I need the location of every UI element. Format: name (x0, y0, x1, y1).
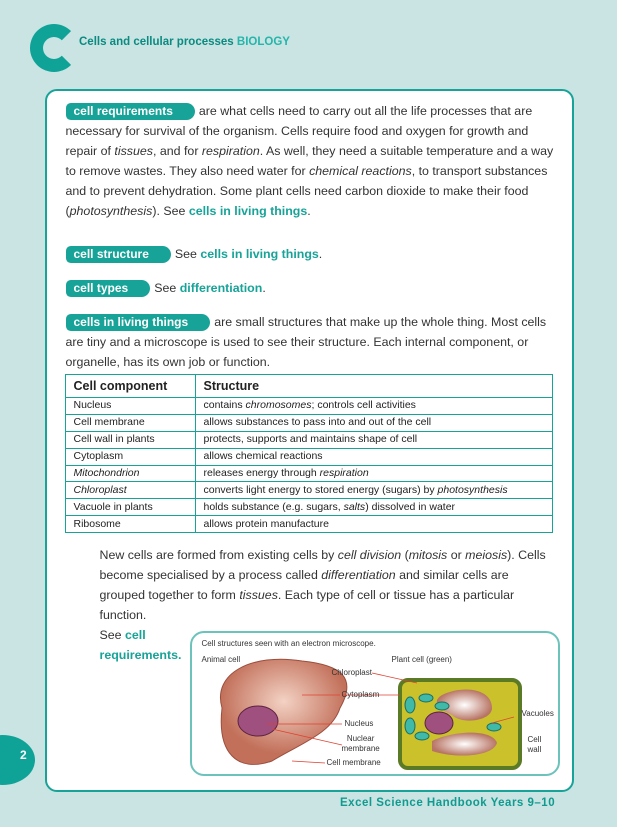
link[interactable]: cells in living things (200, 247, 319, 261)
plant-cell-label: Plant cell (green) (391, 655, 452, 665)
structure-cell: releases energy through respiration (195, 465, 552, 482)
entry-cells-in-living-things: cells in living things are small structures that make up the whole thing. Most cells are tiny and a microscope is used to see their structure. Each internal component, or organelle, has its own job or function. (65, 315, 547, 369)
entry-cell-structure: cell structure See cells in living things. (66, 244, 558, 264)
entry-cell-types: cell types See differentiation. (66, 278, 558, 298)
table-row (65, 431, 552, 448)
component-cell: Nucleus (65, 398, 195, 415)
animal-cell-label: Animal cell (201, 655, 241, 665)
component-cell: Ribosome (65, 516, 195, 533)
link[interactable]: differentiation (179, 281, 263, 295)
component-cell: Mitochondrion (65, 465, 195, 482)
chapter-title: Cells and cellular processes BIOLOGY (79, 36, 290, 48)
table-row (65, 414, 552, 431)
structure-cell: allows substances to pass into and out of the cell (195, 414, 552, 431)
component-cell: Cell wall in plants (65, 431, 195, 448)
table-row (65, 499, 552, 516)
structure-cell: protects, supports and maintains shape of cell (195, 431, 552, 448)
structure-cell: allows chemical reactions (195, 448, 552, 465)
chapter-letter-logo (30, 24, 78, 72)
component-cell: Chloroplast (65, 482, 195, 499)
table-row (65, 398, 552, 415)
book-title: Excel Science Handbook Years 9–10 (340, 797, 556, 810)
structure-cell: converts light energy to stored energy (sugars) by photosynthesis (195, 482, 552, 499)
link[interactable]: cells in living things (188, 204, 308, 218)
table-row (65, 448, 552, 465)
table-row (65, 482, 552, 499)
diagram-caption: Cell structures seen with an electron microscope. (201, 639, 376, 649)
entry-cell-requirements: cell requirements are what cells need to carry out all the life processes that are necessary for survival of the organism. Cells require food and oxygen for growth and repair of tissues, and for respiration. As well, they need a suitable temperature and a way to remove wastes. They also need water for chemical reactions, to transport substances and to prevent dehydration. Some plant cells need carbon dioxide to make their food (photosynthesis). See cells in living things. (65, 104, 554, 218)
term-tag: cell types (66, 280, 151, 297)
structure-cell: allows protein manufacture (195, 516, 552, 533)
component-cell: Cytoplasm (65, 448, 195, 465)
page-number: 2 (20, 748, 27, 762)
component-cell: Vacuole in plants (65, 499, 195, 516)
link[interactable]: cell requirements. (99, 628, 182, 663)
cell-components-table (65, 374, 553, 533)
label-nucleus: Nucleus (344, 719, 374, 729)
label-cell-membrane: Cell membrane (326, 758, 381, 768)
structure-cell: contains chromosomes; controls cell activities (195, 398, 552, 415)
page-number-badge (0, 735, 35, 785)
table-row (65, 516, 552, 533)
see-also: See cell requirements. (99, 628, 182, 663)
label-cytoplasm: Cytoplasm (341, 690, 380, 700)
term-tag: cells in living things (66, 314, 211, 331)
label-cell-wall: Cell wall (527, 735, 542, 755)
label-nuclear-membrane: Nuclear membrane (341, 734, 380, 754)
cell-division-paragraph: New cells are formed from existing cells by cell division (mitosis or meiosis). Cells become specialised by a process called differentiation and similar cells are grouped together to form tissues. Each type of cell or tissue has a particular function. (99, 548, 546, 623)
content-card (45, 89, 574, 792)
see-and-diagram-row (100, 625, 558, 776)
structure-cell: holds substance (e.g. sugars, salts) dissolved in water (195, 499, 552, 516)
label-vacuoles: Vacuoles (521, 709, 554, 719)
table-row (65, 465, 552, 482)
column-header: Cell component (65, 375, 195, 398)
label-chloroplast: Chloroplast (331, 668, 372, 678)
column-header: Structure (195, 375, 552, 398)
component-cell: Cell membrane (65, 414, 195, 431)
term-tag: cell requirements (66, 103, 195, 120)
term-tag: cell structure (66, 246, 171, 263)
cell-diagram (190, 631, 560, 776)
